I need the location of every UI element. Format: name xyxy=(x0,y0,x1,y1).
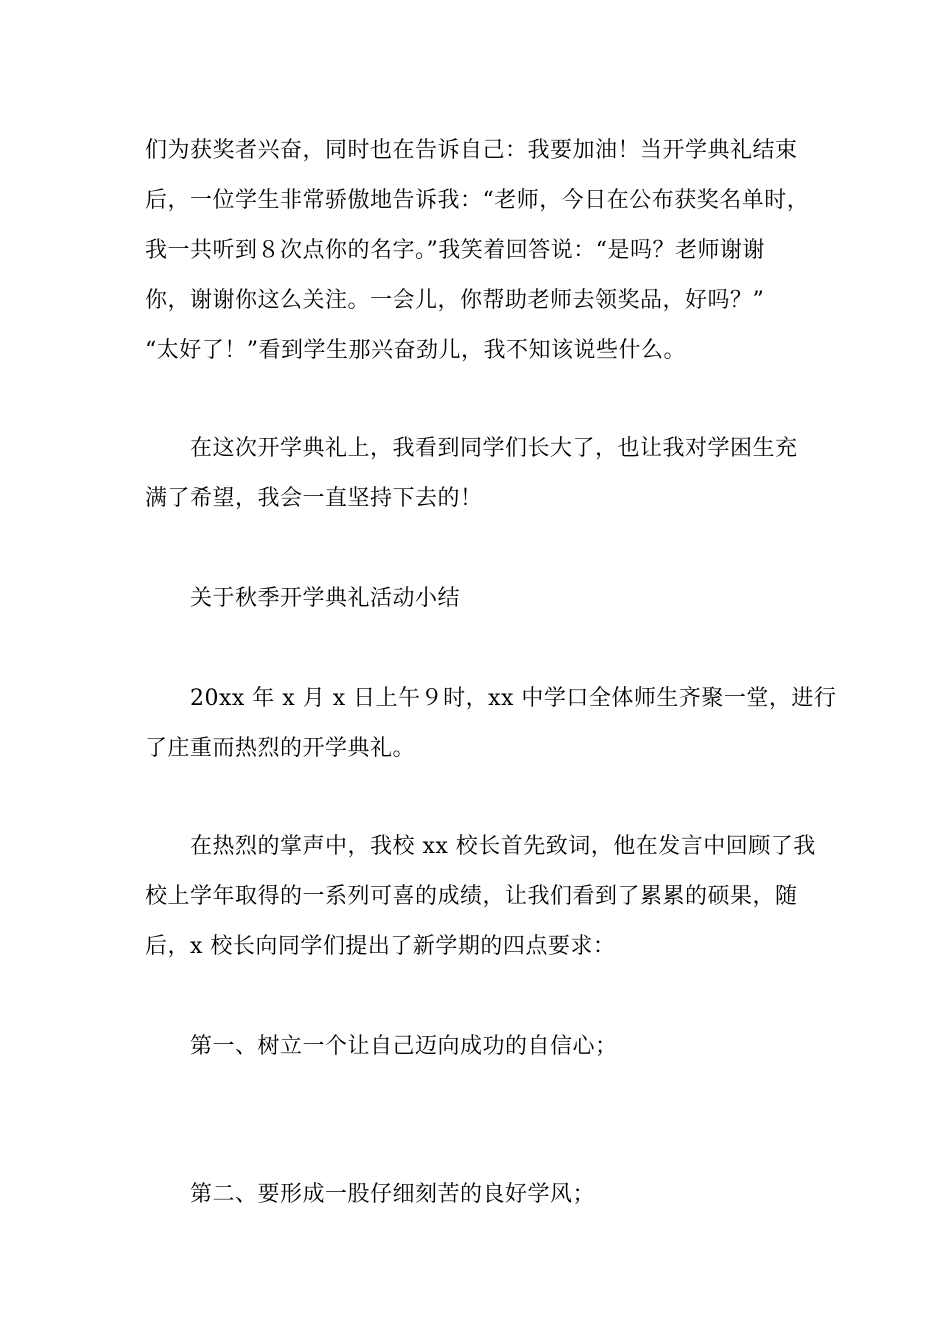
paragraph-line: 你，谢谢你这么关注。一会儿，你帮助老师去领奖品，好吗？” xyxy=(145,288,765,313)
list-item: 第一、树立一个让自己迈向成功的自信心； xyxy=(190,1034,618,1059)
paragraph-line: 后，x 校长向同学们提出了新学期的四点要求： xyxy=(145,934,616,959)
paragraph-line: 我一共听到８次点你的名字。”我笑着回答说：“是吗？老师谢谢 xyxy=(145,238,765,263)
paragraph-line: 在热烈的掌声中，我校 xx 校长首先致词，他在发言中回顾了我 xyxy=(190,834,816,859)
paragraph-line: 20xx 年 x 月 x 日上午９时，xx 中学口全体师生齐聚一堂，进行 xyxy=(190,686,837,711)
paragraph-line: 了庄重而热烈的开学典礼。 xyxy=(145,736,416,761)
paragraph-line: “太好了！”看到学生那兴奋劲儿，我不知该说些什么。 xyxy=(145,338,686,363)
list-item: 第二、要形成一股仔细刻苦的良好学风； xyxy=(190,1182,596,1207)
paragraph-line: 后，一位学生非常骄傲地告诉我：“老师，今日在公布获奖名单时， xyxy=(145,188,810,213)
paragraph-line: 在这次开学典礼上，我看到同学们长大了，也让我对学困生充 xyxy=(190,436,798,461)
paragraph-line: 校上学年取得的一系列可喜的成绩，让我们看到了累累的硕果，随 xyxy=(145,884,798,909)
section-heading: 关于秋季开学典礼活动小结 xyxy=(190,586,461,611)
paragraph-line: 们为获奖者兴奋，同时也在告诉自己：我要加油！当开学典礼结束 xyxy=(145,138,798,163)
paragraph-line: 满了希望，我会一直坚持下去的！ xyxy=(145,486,483,511)
